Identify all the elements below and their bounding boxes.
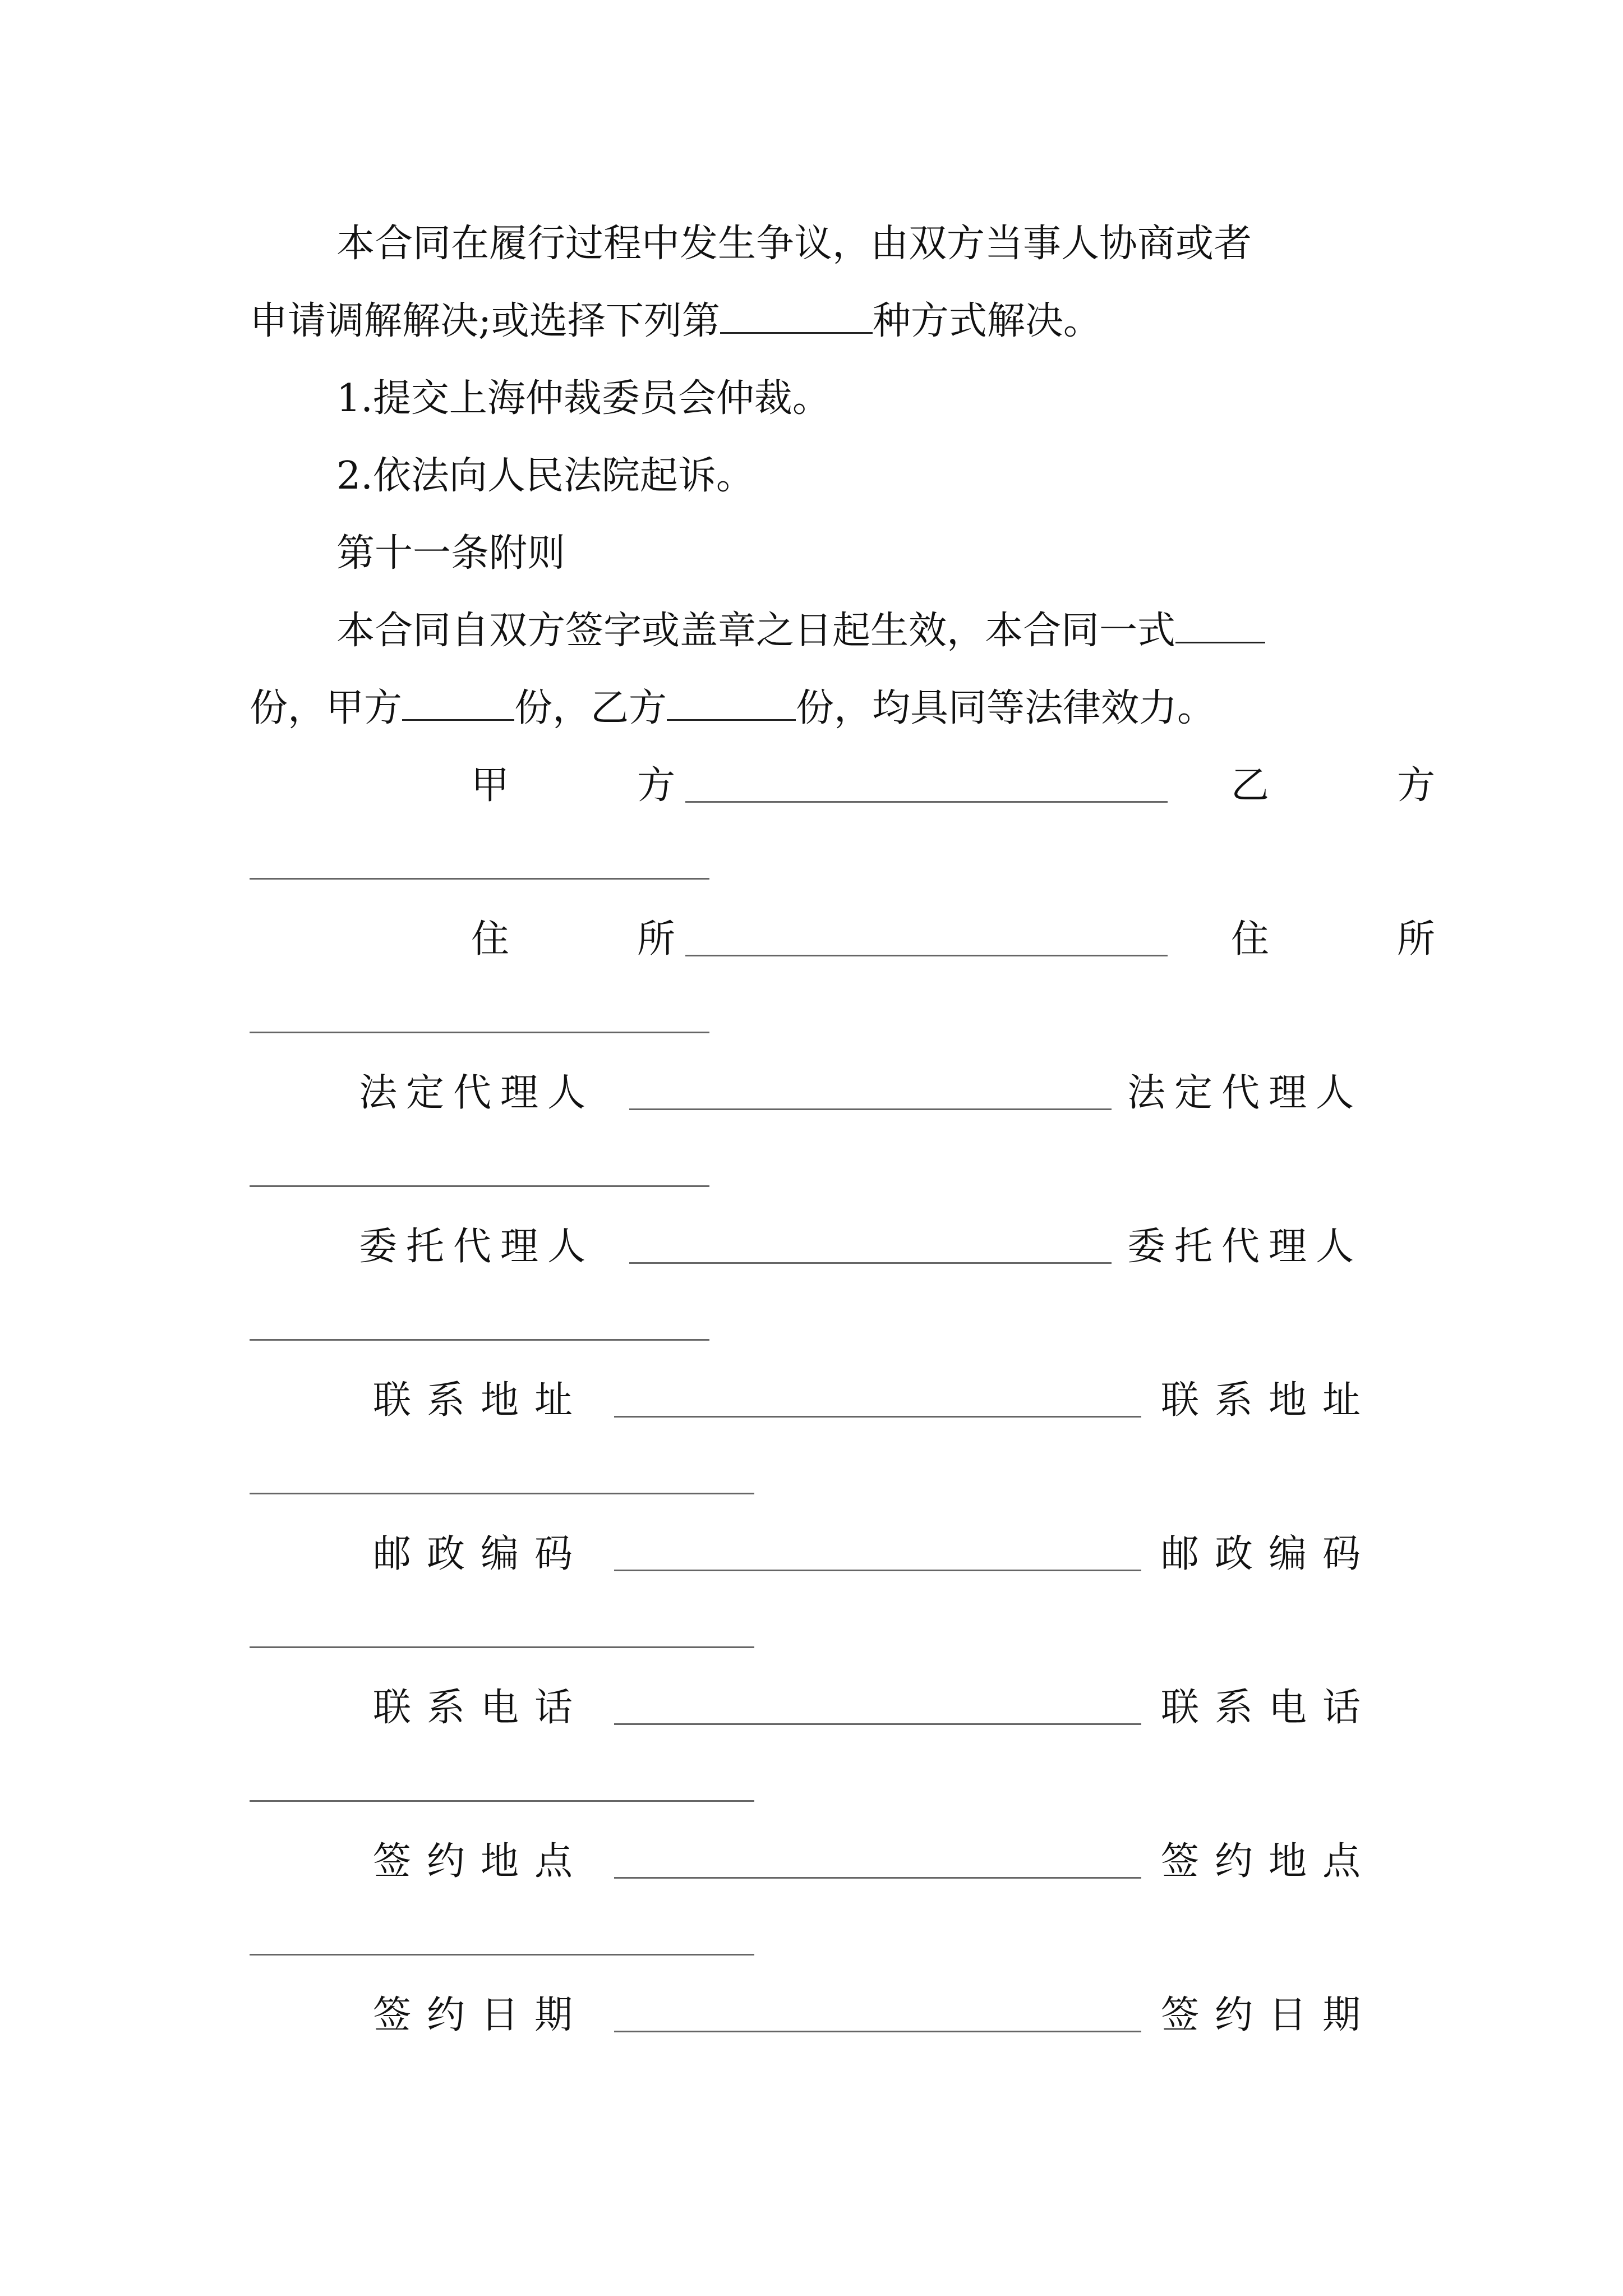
article-11-title-text: 第十一条附则 xyxy=(336,531,566,576)
party-a-postcode-line[interactable] xyxy=(614,1570,1141,1571)
party-a-signing-place-line[interactable] xyxy=(614,1877,1141,1879)
party-a-address-line[interactable] xyxy=(685,955,1168,956)
effect-clause-text-2b: 份，乙方 xyxy=(514,686,667,730)
party-a-legal-rep-line[interactable] xyxy=(629,1108,1112,1110)
party-b-agent-line[interactable] xyxy=(250,1339,709,1341)
party-b-contact-address-line[interactable] xyxy=(250,1493,754,1494)
dispute-clause-text-2a: 申请调解解决;或选择下列第 xyxy=(250,299,720,343)
copies-party-b-blank[interactable] xyxy=(667,684,796,721)
party-b-fill-line[interactable] xyxy=(250,878,709,880)
copies-total-blank[interactable] xyxy=(1175,607,1265,643)
party-b-label: 乙 方 xyxy=(1231,763,1481,808)
party-b-postcode-label: 邮政编码 xyxy=(1161,1532,1377,1576)
party-b-agent-label: 委托代理人 xyxy=(1127,1225,1363,1269)
dispute-clause-text-2b: 种方式解决。 xyxy=(872,299,1101,343)
option-arbitration-text: 1.提交上海仲裁委员会仲裁。 xyxy=(336,376,831,421)
option-litigation-text: 2.依法向人民法院起诉。 xyxy=(336,454,754,498)
effect-clause-text-2c: 份，均具同等法律效力。 xyxy=(796,686,1216,730)
party-a-postcode-label: 邮政编码 xyxy=(373,1532,589,1576)
option-arbitration xyxy=(336,374,831,424)
copies-party-a-blank[interactable] xyxy=(402,684,514,721)
dispute-clause-text-1: 本合同在履行过程中发生争议，由双方当事人协商或者 xyxy=(336,222,1252,266)
party-b-phone-label: 联系电话 xyxy=(1161,1686,1377,1730)
dispute-method-blank[interactable] xyxy=(720,297,873,334)
party-a-agent-line[interactable] xyxy=(629,1262,1112,1264)
party-a-signing-place-label: 签约地点 xyxy=(373,1839,589,1884)
party-b-signing-date-label: 签约日期 xyxy=(1161,1993,1377,2037)
effect-clause-line-1 xyxy=(336,606,1265,656)
effect-clause-text-2a: 份，甲方 xyxy=(250,686,403,730)
effect-clause-text-1: 本合同自双方签字或盖章之日起生效，本合同一式 xyxy=(336,609,1176,653)
party-b-address-line[interactable] xyxy=(250,1032,709,1033)
party-b-signing-place-line[interactable] xyxy=(250,1954,754,1955)
party-b-signing-place-label: 签约地点 xyxy=(1161,1839,1377,1884)
party-a-phone-line[interactable] xyxy=(614,1723,1141,1725)
party-b-phone-line[interactable] xyxy=(250,1800,754,1802)
party-a-signing-date-line[interactable] xyxy=(614,2031,1141,2032)
party-a-address-label: 住 所 xyxy=(471,917,721,961)
party-b-legal-rep-line[interactable] xyxy=(250,1185,709,1187)
party-b-address-label: 住 所 xyxy=(1231,917,1481,961)
party-a-phone-label: 联系电话 xyxy=(373,1686,589,1730)
party-a-contact-address-label: 联系地址 xyxy=(373,1378,589,1423)
option-litigation xyxy=(336,451,754,501)
party-a-signing-date-label: 签约日期 xyxy=(373,1993,589,2037)
party-a-contact-address-line[interactable] xyxy=(614,1416,1141,1418)
party-b-contact-address-label: 联系地址 xyxy=(1161,1378,1377,1423)
party-a-fill-line[interactable] xyxy=(685,801,1168,803)
party-b-postcode-line[interactable] xyxy=(250,1646,754,1648)
dispute-clause-line-1 xyxy=(336,219,1252,269)
party-a-agent-label: 委托代理人 xyxy=(359,1225,595,1269)
party-a-legal-rep-label: 法定代理人 xyxy=(359,1071,595,1115)
article-11-title xyxy=(336,528,565,579)
effect-clause-line-2 xyxy=(250,683,1215,734)
party-b-legal-rep-label: 法定代理人 xyxy=(1127,1071,1363,1115)
party-a-label: 甲 方 xyxy=(471,763,721,808)
dispute-clause-line-2 xyxy=(250,296,1101,347)
